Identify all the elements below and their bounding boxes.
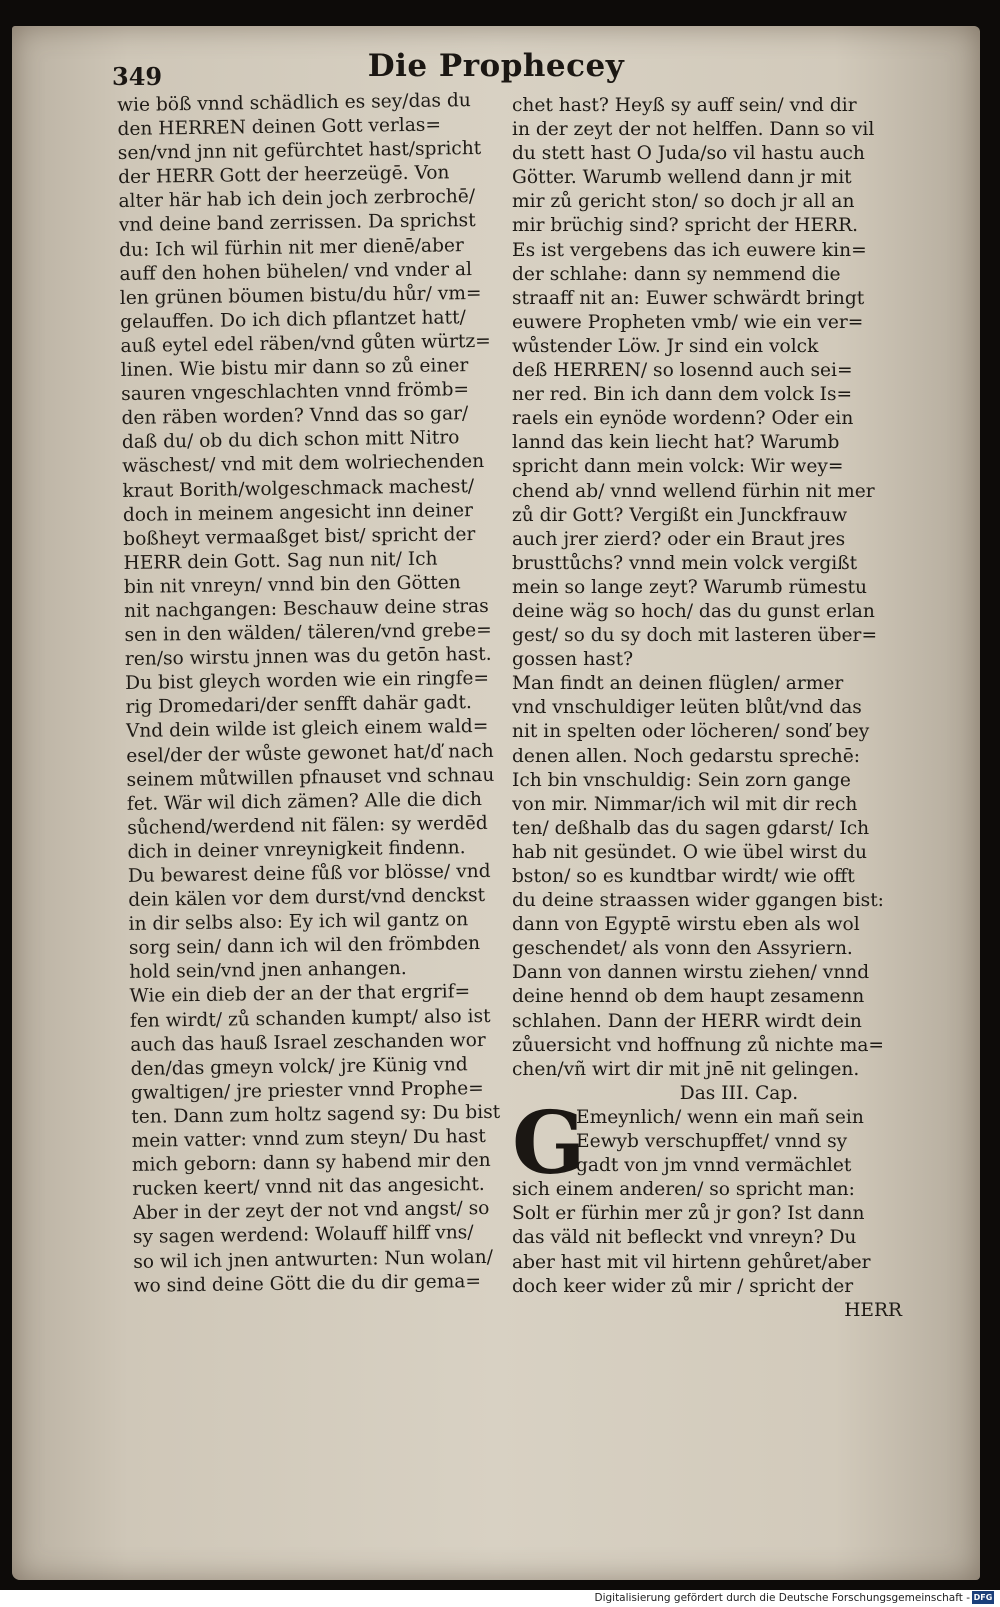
book-page xyxy=(12,26,980,1580)
dfg-logo: DFG xyxy=(973,1593,993,1602)
text-line: geschendet/ als vonn den Assyriern. xyxy=(512,938,853,960)
text-line: mein so lange zeyt? Warumb rümestu xyxy=(512,576,867,598)
text-line: auff den hohen bühelen/ vnd vnder al xyxy=(119,258,473,285)
text-line: in der zeyt der not helffen. Dann so vil xyxy=(512,119,875,141)
text-line: sen/vnd jnn nit gefürchtet hast/spricht xyxy=(117,138,482,165)
text-line: zůuersicht vnd hoffnung zů nichte ma= xyxy=(512,1034,884,1056)
text-line: Aber in der zeyt der not vnd angst/ so xyxy=(132,1198,490,1225)
text-line: auß eytel edel räben/vnd gůten würtz= xyxy=(120,330,491,357)
text-line: auch das hauß Israel zeschanden wor xyxy=(130,1029,486,1056)
text-line: ren/so wirstu jnnen was du getōn hast. xyxy=(124,643,492,671)
text-line: fet. Wär wil dich zämen? Alle die dich xyxy=(126,788,483,815)
chapter-lines xyxy=(512,1178,906,1298)
text-line: der HERR Gott der heerzeügē. Von xyxy=(118,162,450,189)
text-line: so wil ich jnen antwurten: Nun wolan/ xyxy=(133,1246,494,1273)
text-line: von mir. Nimmar/ich wil mit dir rech xyxy=(512,793,858,815)
right-column-lines xyxy=(512,94,906,1082)
right-text-column xyxy=(512,94,906,1323)
text-line: vnd vnschuldiger leüten blůt/vnd das xyxy=(512,697,862,719)
text-line: auch jrer zierd? oder ein Braut jres xyxy=(512,528,846,550)
text-line: ten/ deßhalb das du sagen gdarst/ Ich xyxy=(512,817,870,839)
text-line: chend ab/ vnnd wellend fürhin nit mer xyxy=(512,480,875,502)
text-line: in dir selbs also: Ey ich wil gantz on xyxy=(128,909,469,936)
text-line: du: Ich wil fürhin nit mer dienē/aber xyxy=(119,234,464,261)
text-line: denen allen. Noch gedarstu sprechē: xyxy=(512,745,860,767)
text-line: alter här hab ich dein joch zerbrochē/ xyxy=(118,186,476,213)
text-line: nit in spelten oder löcheren/ sonď bey xyxy=(512,721,870,743)
text-line: den/das gmeyn volck/ jre Künig vnd xyxy=(130,1053,468,1080)
text-line: deine hennd ob dem haupt zesamenn xyxy=(512,986,865,1008)
text-line: das väld nit befleckt vnd vnreyn? Du xyxy=(512,1227,857,1249)
text-line: mir zů gericht ston/ so doch jr all an xyxy=(512,191,855,213)
left-text-column xyxy=(117,88,538,1298)
text-line: Emeynlich/ wenn ein mañ sein xyxy=(576,1106,864,1128)
text-line: deß HERREN/ so losennd auch sei= xyxy=(512,360,853,382)
text-line: dein kälen vor dem durst/vnd denckst xyxy=(128,885,486,912)
text-line: der schlahe: dann sy nemmend die xyxy=(512,263,841,285)
text-line: gwaltigen/ jre priester vnnd Prophe= xyxy=(130,1077,484,1104)
text-line: lannd das kein liecht hat? Warumb xyxy=(512,432,840,454)
text-line: mir brüchig sind? spricht der HERR. xyxy=(512,215,858,237)
text-line: zů dir Gott? Vergißt ein Junckfrauw xyxy=(512,504,848,526)
text-line: gest/ so du sy doch mit lasteren über= xyxy=(512,625,878,647)
text-line: chet hast? Heyß sy auff sein/ vnd dir xyxy=(512,95,857,116)
text-line: hold sein/vnd jnen anhangen. xyxy=(129,958,407,984)
text-line: raels ein eynöde wordenn? Oder ein xyxy=(512,408,854,430)
text-line: ner red. Bin ich dann dem volck Is= xyxy=(512,384,853,406)
text-line: bin nit vnreyn/ vnnd bin den Götten xyxy=(123,572,461,598)
text-line: Dann von dannen wirstu ziehen/ vnnd xyxy=(512,962,870,984)
text-line: wie böß vnnd schädlich es sey/das du xyxy=(117,90,471,116)
text-line: bston/ so es kundtbar wirdt/ wie offt xyxy=(512,866,855,887)
text-line: Es ist vergebens das ich euwere kin= xyxy=(512,239,867,261)
text-line: aber hast mit vil hirtenn gehůret/aber xyxy=(512,1251,871,1273)
running-head: Die Prophecey xyxy=(367,48,625,84)
catchword: HERR xyxy=(844,1299,902,1321)
text-line: euwere Propheten vmb/ wie ein ver= xyxy=(512,311,864,333)
text-line: daß du/ ob du dich schon mitt Nitro xyxy=(121,427,460,454)
text-line: hab nit gesündet. O wie übel wirst du xyxy=(512,841,867,863)
text-line: sich einem anderen/ so spricht man: xyxy=(512,1179,855,1201)
text-line: esel/der der wůste gewonet hat/ď nach xyxy=(126,740,494,767)
text-line: den räben worden? Vnnd das so gar/ xyxy=(121,403,469,430)
text-line: rucken keert/ vnnd nit das angesicht. xyxy=(132,1174,485,1201)
text-line: sorg sein/ dann ich wil den frömbden xyxy=(128,933,481,960)
text-line: wůstender Löw. Jr sind ein volck xyxy=(512,335,819,357)
text-line: wo sind deine Gött die du dir gema= xyxy=(133,1270,482,1297)
text-line: du stett hast O Juda/so vil hastu auch xyxy=(512,143,865,165)
text-line: mich geborn: dann sy habend mir den xyxy=(131,1150,491,1177)
chapter-heading: Das III. Cap. xyxy=(679,1082,799,1104)
text-line: dich in deiner vnreynigkeit findenn. xyxy=(127,837,466,863)
text-line: doch keer wider zů mir / spricht der xyxy=(512,1275,854,1297)
text-line: Man findt an deinen flüglen/ armer xyxy=(512,673,844,695)
text-line: Eewyb verschupffet/ vnnd sy xyxy=(576,1131,848,1153)
text-line: du deine straassen wider ggangen bist: xyxy=(512,890,884,912)
footer-credit: Digitalisierung gefördert durch die Deutsche Forschungsgemeinschaft - xyxy=(594,1592,970,1604)
text-line: straaff nit an: Euwer schwärdt bringt xyxy=(512,287,865,309)
text-line: schlahen. Dann der HERR wirdt dein xyxy=(512,1010,862,1032)
text-line: sauren vngeschlachten vnnd frömb= xyxy=(121,379,470,406)
text-line: chen/vñ wirt dir mit jnē nit gelingen. xyxy=(512,1058,860,1080)
text-line: doch in meinem angesicht inn deiner xyxy=(122,499,474,526)
text-line: brusttůchs? vnnd mein volck vergißt xyxy=(512,552,858,574)
text-line: kraut Borith/wolgeschmack machest/ xyxy=(122,475,475,502)
text-line: fen wirdt/ zů schanden kumpt/ also ist xyxy=(129,1005,491,1032)
text-line: boßheyt vermaaßget bist/ spricht der xyxy=(123,523,476,550)
text-line: Du bist gleych worden wie ein ringfe= xyxy=(125,668,490,695)
text-line: Götter. Warumb wellend dann jr mit xyxy=(512,167,852,189)
text-line: mein vatter: vnnd zum steyn/ Du hast xyxy=(131,1125,486,1152)
text-line: Wie ein dieb der an der that ergrif= xyxy=(129,981,471,1008)
text-line: sy sagen werdend: Wolauff hilff vns/ xyxy=(132,1222,474,1249)
drop-cap: G xyxy=(512,1092,586,1194)
text-line: HERR dein Gott. Sag nun nit/ Ich xyxy=(123,548,438,574)
text-line: deine wäg so hoch/ das du gunst erlan xyxy=(512,600,875,622)
text-line: dann von Egyptē wirstu eben als wol xyxy=(512,914,860,936)
text-line: wäschest/ vnd mit dem wolriechenden xyxy=(122,451,485,478)
text-line: gossen hast? xyxy=(512,649,634,671)
text-line: spricht dann mein volck: Wir wey= xyxy=(512,456,844,478)
text-line: rig Dromedari/der senfft dahär gadt. xyxy=(125,692,472,719)
text-line: sůchend/werdend nit fälen: sy werdēd xyxy=(127,812,488,839)
text-line: gelauffen. Do ich dich pflantzet hatt/ xyxy=(120,306,466,333)
text-line: linen. Wie bistu mir dann so zů einer xyxy=(120,355,469,382)
footer-bar xyxy=(0,1590,1000,1607)
text-line: den HERREN deinen Gott verlas= xyxy=(117,114,442,141)
text-line: len grünen böumen bistu/du hůr/ vm= xyxy=(119,282,482,309)
text-line: Du bewarest deine fůß vor blösse/ vnd xyxy=(127,860,491,887)
page-number: 349 xyxy=(112,62,163,91)
text-line: nit nachgangen: Beschauw deine stras xyxy=(124,595,489,622)
text-line: Vnd dein wilde ist gleich einem wald= xyxy=(125,716,489,743)
text-line: sen in den wälden/ täleren/vnd grebe= xyxy=(124,619,492,647)
text-line: gadt von jm vnnd vermächlet xyxy=(576,1155,852,1177)
text-line: Ich bin vnschuldig: Sein zorn gange xyxy=(512,769,851,791)
text-line: Solt er fürhin mer zů jr gon? Ist dann xyxy=(512,1203,865,1225)
text-line: seinem můtwillen pfnauset vnd schnau xyxy=(126,764,495,791)
text-line: ten. Dann zum holtz sagend sy: Du bist xyxy=(131,1101,501,1128)
text-line: vnd deine band zerrissen. Da sprichst xyxy=(118,210,476,237)
drop-cap-lines xyxy=(576,1106,906,1178)
